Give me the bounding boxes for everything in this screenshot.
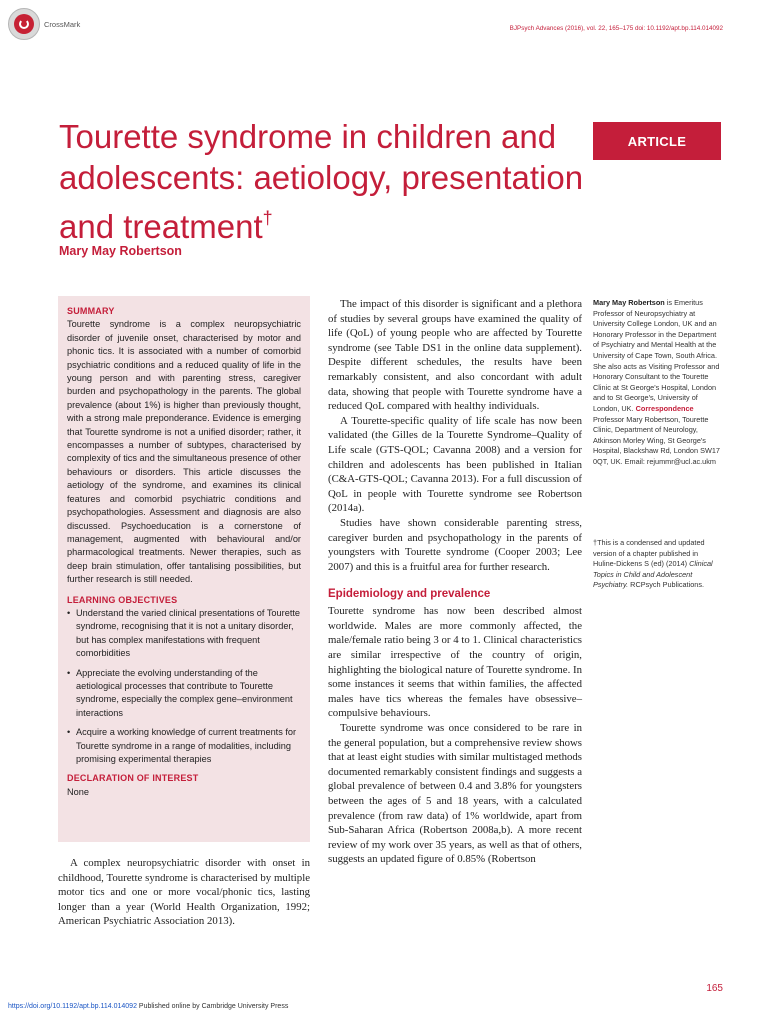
summary-heading: SUMMARY xyxy=(67,306,115,316)
article-title-text: Tourette syndrome in children and adolescents: aetiology, presentation and treatment xyxy=(59,118,584,245)
summary-text: Tourette syndrome is a complex neuropsychiatric disorder of juvenile onset, characterised by motor and phonic tics. It is associated with a number of comorbid psychiatric conditions and a reduced quality of life in the young person and with parenting stress, caregiver burden and psychopathology in the parents. The global prevalence (about 1%) is higher than previously thought, with a strong male preponderance. Evidence is emerging that Tourette syndrome is not a unified disorder; rather, it encompasses a number of subtypes, characterised by complexity of tics and the simultaneous presence of other behaviours or disorders. This article discusses the aetiology of the syndrome, and examines its clinical features and comorbid psychiatric conditions and psychopathologies. Assessment and diagnosis are also discussed. Psychoeducation is a cornerstone of management, augmented with behavioural and/or pharmacological treatments. Newer therapies, such as deep brain stimulation, offer tantalising possibilities, but further research is still needed. xyxy=(67,319,301,585)
journal-citation: BJPsych Advances (2016), vol. 22, 165–175 doi: 10.1192/apt.bp.114.014092 xyxy=(509,25,723,32)
body-paragraph: Tourette syndrome has now been described almost worldwide. Males are more commonly affected, the male/female ratio being 3 or 4 to 1. Clinical characteristics are similar irrespective of the country of origin, highlighting the biological nature of Tourette syndrome. In some instances it seems that within families, the affected males have tics whereas the females have obsessive–compulsive behaviours. xyxy=(328,605,582,720)
article-author: Mary May Robertson xyxy=(59,244,182,258)
bullet-icon: • xyxy=(67,727,71,738)
correspondence-label: Correspondence xyxy=(635,403,694,413)
learning-objective-text: Acquire a working knowledge of current treatments for Tourette syndrome in a range of modalities, including promising experimental therapies xyxy=(76,727,297,764)
footnote xyxy=(593,534,723,591)
article-type-badge: ARTICLE xyxy=(593,122,721,160)
published-online-text: Published online by Cambridge University Press xyxy=(136,1003,289,1010)
learning-objective-text: Understand the varied clinical presentations of Tourette syndrome, recognising that it is not a unitary disorder, but has complex manifestations with frequent comorbidities xyxy=(76,607,301,659)
bullet-icon: • xyxy=(67,667,71,678)
footnote-text: This is a condensed and updated version of a chapter published in Huline-Dickens S (ed) (2014) xyxy=(593,538,705,569)
summary-box xyxy=(58,296,310,842)
correspondence-text: Professor Mary Robertson, Tourette Clinic, Department of Neurology, Atkinson Morley Wing, St George's Hospital, Blackshaw Rd, London SW17 0QT, UK. Email: rejummr@ucl.ac.ukm xyxy=(593,414,720,466)
learning-objective-text: Appreciate the evolving understanding of the aetiological processes that contribute to Tourette syndrome, especially the complex gene–environment interactions xyxy=(76,667,293,718)
publication-footer xyxy=(0,1003,288,1010)
declaration-text: None xyxy=(67,786,89,797)
middle-column-body xyxy=(328,297,582,867)
declaration-heading: DECLARATION OF INTEREST xyxy=(67,773,199,784)
author-bio-text: is Emeritus Professor of Neuropsychiatry at University College London, UK and an Honorary Professor in the Department of Psychiatry and Mental Health at the University of Cape Town, South Africa. She also acts as Visiting Professor and Honorary Consultant to the Tourette Clinic at St George's Hospital, London and to St George's, University of London, UK. xyxy=(593,298,720,413)
learning-objectives-heading: LEARNING OBJECTIVES xyxy=(67,594,178,605)
list-item xyxy=(67,726,301,766)
footnote-publisher: RCPsych Publications. xyxy=(628,580,704,590)
left-column-body xyxy=(58,856,310,929)
crossmark-badge[interactable] xyxy=(8,8,80,40)
body-paragraph: Tourette syndrome was once considered to be rare in the general population, but a comprehensive review shows that at least eight studies with similar multistaged methods documented remarkably consistent findings and suggests a global prevalence of between 0.4 and 3.8% for youngsters between the ages of 5 and 18 years, with a calculated prevalence (from raw data) of 1% worldwide, apart from Sub-Saharan Africa (Robertson 2008a,b). A more recent review of my work over 35 years, as well as that of others, suggests an updated figure of 0.85% (Robertson xyxy=(328,722,582,866)
crossmark-label: CrossMark xyxy=(44,19,81,29)
bullet-icon: • xyxy=(67,607,71,618)
body-paragraph: Studies have shown considerable parenting stress, caregiver burden and psychopathology in the parents of youngsters with Tourette syndrome (Cooper 2003; Lee 2007) and this is a fruitful area for further research. xyxy=(328,516,582,573)
list-item xyxy=(67,667,301,721)
learning-objectives-list xyxy=(67,607,301,766)
crossmark-icon xyxy=(8,8,40,40)
section-heading: Epidemiology and prevalence xyxy=(328,588,491,601)
list-item xyxy=(67,607,301,661)
footnote-book-title: Clinical Topics in Child and Adolescent Psychiatry. xyxy=(593,559,713,590)
page-number: 165 xyxy=(706,983,723,994)
author-bio xyxy=(593,298,723,468)
body-paragraph: The impact of this disorder is significant and a plethora of studies by several groups have examined the quality of life (QoL) of young people who are affected by Tourette syndrome (see Table DS1 in the online data supplement). Despite different schedules, the results have been remarkably consistent, and also concordant with adult data, showing that people with Tourette syndrome have a reduced QoL compared with healthy individuals. xyxy=(328,298,582,413)
doi-link[interactable]: https://doi.org/10.1192/apt.bp.114.014092 xyxy=(8,1003,137,1010)
footnote-mark: † xyxy=(593,538,598,547)
article-title xyxy=(59,116,599,247)
title-dagger-mark: † xyxy=(262,208,273,228)
body-paragraph: A Tourette-specific quality of life scale has now been validated (the Gilles de la Tourette Syndrome–Quality of Life scale (GTS-QOL; Cavanna 2008) and a version for children and adolescents has been published in Italian (C&A-GTS-QOL; Cavanna 2013). For a full discussion of QoL in people with Tourette syndrome see Robertson (2014a). xyxy=(328,414,582,515)
body-paragraph: A complex neuropsychiatric disorder with onset in childhood, Tourette syndrome is characterised by multiple motor tics and one or more vocal/phonic tics, lasting longer than a year (World Health Organization, 1992; American Psychiatric Association 2013). xyxy=(58,857,310,928)
author-bio-name: Mary May Robertson xyxy=(593,298,665,307)
